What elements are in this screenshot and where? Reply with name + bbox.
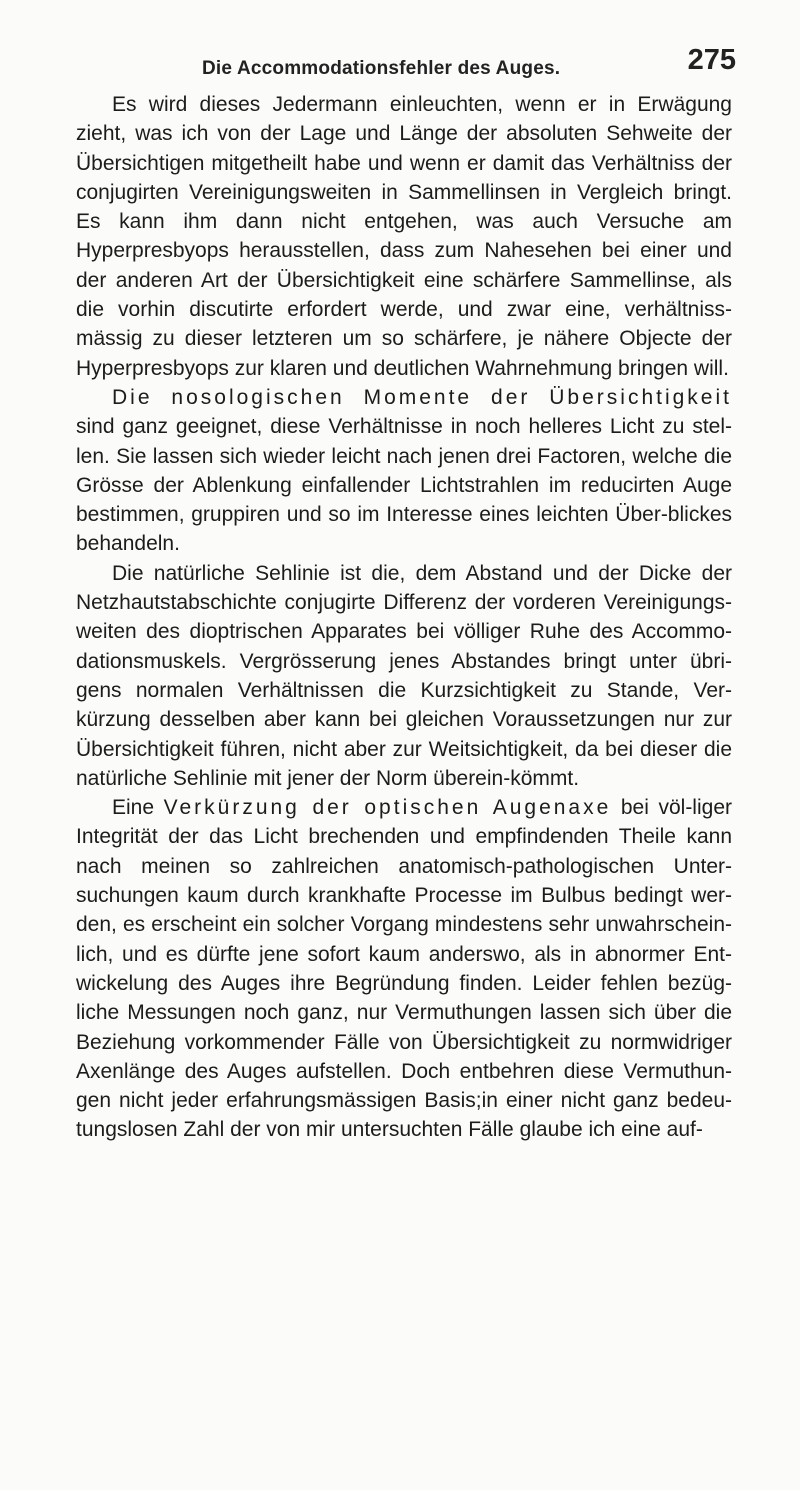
- paragraph-4: [76, 793, 732, 1145]
- page-header: [60, 44, 740, 84]
- paragraph-1: [76, 90, 732, 383]
- paragraph-2-text: sind ganz geeignet, diese Verhältnisse in noch helleres Licht zu stel-len. Sie lassen sich wieder leicht nach jenen drei Factoren, welche die Grösse der Ablenkung einfallender Lichtstrahlen im reducirten Auge bestimmen, gruppiren und so im Interesse eines leichten Über-blickes behandeln.: [76, 415, 732, 556]
- paragraph-4-emphasis: Verkürzung der optischen Augenaxe: [163, 796, 612, 820]
- paragraph-4-lead: Eine: [112, 796, 164, 820]
- paragraph-3-text: Die natürliche Sehlinie ist die, dem Abstand und der Dicke der Netzhautstabschichte conjugirte Differenz der vorderen Vereinigungs-weiten des dioptrischen Apparates bei völliger Ruhe des Accommo-dationsmuskels. Vergrösserung jenes Abstandes bringt unter übri-gens normalen Verhältnissen die Kurzsichtigkeit zu Stande, Ver-kürzung desselben aber kann bei gleichen Voraussetzungen nur zur Übersichtigkeit führen, nicht aber zur Weitsichtigkeit, da bei dieser die natürliche Sehlinie mit jener der Norm überein-kömmt.: [76, 561, 732, 790]
- paragraph-2: [76, 383, 732, 559]
- paragraph-2-emphasis: Die nosologischen Momente der Übersichtigkeit: [112, 385, 732, 409]
- page-number: 275: [687, 44, 736, 76]
- running-title: Die Accommodationsfehler des Auges.: [202, 58, 561, 79]
- paragraph-4-text: bei völ-liger Integrität der das Licht brechenden und empfindenden Theile kann nach meinen so zahlreichen anatomisch-pathologischen Unter-suchungen kaum durch krankhafte Processe im Bulbus bedingt wer-den, es erscheint ein solcher Vorgang mindestens sehr unwahrschein-lich, und es dürfte jene sofort kaum anderswo, als in abnormer Ent-wickelung des Auges ihre Begründung finden. Leider fehlen bezüg-liche Messungen noch ganz, nur Vermuthungen lassen sich über die Beziehung vorkommender Fälle von Übersichtigkeit zu normwidriger Axenlänge des Auges aufstellen. Doch entbehren diese Vermuthun-gen nicht jeder erfahrungsmässigen Basis;in einer nicht ganz bedeu-tungslosen Zahl der von mir untersuchten Fälle glaube ich eine auf-: [76, 796, 732, 1142]
- paragraph-3: [76, 559, 732, 793]
- paragraph-1-text: Es wird dieses Jedermann einleuchten, wenn er in Erwägung zieht, was ich von der Lage und Länge der absoluten Sehweite der Übersichtigen mitgetheilt habe und wenn er damit das Verhältniss der conjugirten Vereinigungsweiten in Sammellinsen in Vergleich bringt. Es kann ihm dann nicht entgehen, was auch Versuche am Hyperpresbyops herausstellen, dass zum Nahesehen bei einer und der anderen Art der Übersichtigkeit eine schärfere Sammellinse, als die vorhin discutirte erfordert werde, und zwar eine, verhältniss-mässig zu dieser letzteren um so schärfere, je nähere Objecte der Hyperpresbyops zur klaren und deutlichen Wahrnehmung bringen will.: [76, 93, 732, 380]
- body-text: [76, 90, 732, 1145]
